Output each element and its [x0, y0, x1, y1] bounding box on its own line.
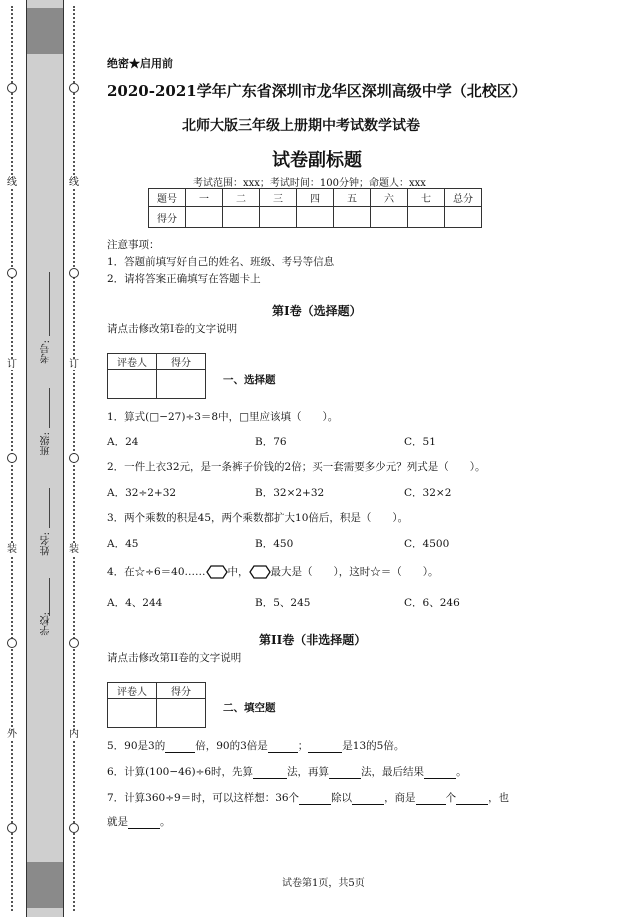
gutter-label: 订	[7, 359, 17, 370]
class-field-line[interactable]	[49, 388, 50, 428]
school-field-line[interactable]	[49, 578, 50, 616]
question-7-part: 除以	[331, 792, 353, 804]
question-7-part: ，商是	[384, 792, 416, 804]
answer-blank[interactable]	[416, 792, 446, 805]
gutter-shade-block	[27, 8, 63, 54]
answer-blank[interactable]	[165, 740, 195, 753]
option-a[interactable]: A．4、244	[107, 597, 163, 609]
option-a[interactable]: A．32÷2+32	[107, 487, 177, 499]
grader-cell[interactable]	[157, 370, 206, 399]
grader-cell[interactable]	[157, 699, 206, 728]
option-c[interactable]: C．51	[404, 436, 436, 448]
score-table-cell: 题号	[149, 189, 186, 207]
notes-heading: 注意事项：	[107, 239, 160, 251]
option-a[interactable]: A．24	[107, 436, 139, 448]
option-b[interactable]: B．450	[255, 538, 294, 550]
score-cell[interactable]	[186, 207, 223, 228]
option-c[interactable]: C．32×2	[404, 487, 452, 499]
question-6	[107, 764, 467, 779]
grader-label: 得分	[157, 683, 206, 699]
option-c[interactable]: C．6、246	[404, 597, 460, 609]
name-field-line[interactable]	[49, 488, 50, 528]
question-5-part: 是13的5倍。	[342, 740, 405, 752]
question-6-part: 法，再算	[287, 766, 330, 778]
exam-number-field-label: 考号:	[41, 340, 52, 364]
question-7-part: 个	[445, 792, 457, 804]
score-cell[interactable]	[260, 207, 297, 228]
binding-hole-icon	[7, 638, 17, 648]
score-cell[interactable]	[334, 207, 371, 228]
score-cell[interactable]	[408, 207, 445, 228]
answer-blank[interactable]	[456, 792, 488, 805]
gutter-label: 内	[69, 729, 79, 740]
question-5	[107, 738, 404, 753]
answer-blank[interactable]	[128, 816, 160, 829]
question-6-part: 法，最后结果	[361, 766, 425, 778]
score-table-cell: 四	[297, 189, 334, 207]
option-a[interactable]: A．45	[107, 538, 139, 550]
gutter-shade-block	[27, 862, 63, 908]
binding-hole-icon	[7, 453, 17, 463]
grader-table	[107, 353, 206, 399]
notes-item: 2．请将答案正确填写在答题卡上	[107, 273, 261, 285]
answer-blank[interactable]	[424, 766, 456, 779]
class-field-label: 班级:	[41, 432, 52, 456]
section-title: 二、填空题	[223, 702, 276, 714]
question-7-part: 就是	[107, 816, 128, 828]
grader-label: 评卷人	[108, 683, 157, 699]
answer-blank[interactable]	[268, 740, 298, 753]
binding-hole-icon	[7, 268, 17, 278]
gutter-label: 装	[69, 544, 79, 555]
page-footer: 试卷第1页，共5页	[282, 878, 365, 889]
score-table-cell: 总分	[445, 189, 482, 207]
binding-hole-icon	[69, 83, 79, 93]
question-6-part: 6．计算(100−46)÷6时，先算	[107, 766, 254, 778]
binding-gutter-inner	[62, 0, 86, 917]
option-b[interactable]: B．5、245	[255, 597, 311, 609]
question-7-part: 。	[160, 816, 171, 828]
binding-hole-icon	[69, 823, 79, 833]
part1-description: 请点击修改第I卷的文字说明	[107, 323, 238, 335]
question-4-part: 中，	[227, 566, 249, 578]
notes-item: 1．答题前填写好自己的姓名、班级、考号等信息	[107, 256, 335, 268]
school-field-label: 学校:	[41, 612, 52, 636]
part2-description: 请点击修改第II卷的文字说明	[107, 652, 242, 664]
name-field-label: 姓名:	[41, 532, 52, 556]
question-7-part: ，也	[488, 792, 510, 804]
question-4-part: 4．在☆÷6＝40……	[107, 566, 206, 578]
score-table-cell: 得分	[149, 207, 186, 228]
score-table-header-row	[149, 189, 482, 207]
score-table-cell: 三	[260, 189, 297, 207]
binding-gutter-band	[26, 0, 64, 917]
score-cell[interactable]	[371, 207, 408, 228]
exam-number-field-line[interactable]	[49, 272, 50, 336]
answer-blank[interactable]	[329, 766, 361, 779]
option-b[interactable]: B．76	[255, 436, 287, 448]
grader-label: 评卷人	[108, 354, 157, 370]
grader-cell[interactable]	[108, 699, 157, 728]
answer-blank[interactable]	[299, 792, 331, 805]
part1-title: 第I卷（选择题）	[272, 304, 362, 318]
gutter-label: 订	[69, 359, 79, 370]
answer-blank[interactable]	[308, 740, 342, 753]
question-7-part: 7．计算360÷9＝时，可以这样想：36个	[107, 792, 300, 804]
question-5-part: 倍，90的3倍是	[195, 740, 268, 752]
score-table-score-row	[149, 207, 482, 228]
score-table	[148, 188, 482, 228]
section-title: 一、选择题	[223, 374, 276, 386]
binding-hole-icon	[69, 268, 79, 278]
question-5-part: ；	[297, 740, 309, 752]
question-2: 2．一件上衣32元，是一条裤子价钱的2倍；买一套需要多少元？列式是（ ）。	[107, 461, 486, 473]
grader-table	[107, 682, 206, 728]
score-table-cell: 七	[408, 189, 445, 207]
exam-title-line1: 2020-2021学年广东省深圳市龙华区深圳高级中学（北校区）	[107, 82, 527, 100]
binding-hole-icon	[69, 453, 79, 463]
exam-info: 考试范围：xxx；考试时间：100分钟；命题人：xxx	[193, 178, 426, 189]
gutter-label: 线	[7, 177, 17, 188]
score-table-cell: 五	[334, 189, 371, 207]
question-4-part: 最大是（ ），这时☆＝（ ）。	[270, 566, 439, 578]
exam-title-line2: 北师大版三年级上册期中考试数学试卷	[182, 118, 420, 134]
question-6-part: 。	[456, 766, 467, 778]
score-cell[interactable]	[445, 207, 482, 228]
question-7-continued	[107, 814, 171, 829]
exam-subtitle: 试卷副标题	[272, 150, 362, 171]
hexagon-icon	[249, 565, 271, 579]
answer-blank[interactable]	[253, 766, 287, 779]
option-b[interactable]: B．32×2+32	[255, 487, 325, 499]
score-table-cell: 二	[223, 189, 260, 207]
score-cell[interactable]	[297, 207, 334, 228]
grader-cell[interactable]	[108, 370, 157, 399]
question-7	[107, 790, 509, 805]
score-table-cell: 六	[371, 189, 408, 207]
part2-title: 第II卷（非选择题）	[259, 633, 367, 647]
confidential-label: 绝密★启用前	[107, 57, 173, 70]
binding-hole-icon	[7, 83, 17, 93]
gutter-label: 外	[7, 729, 17, 740]
hexagon-icon	[206, 565, 228, 579]
gutter-label: 装	[7, 544, 17, 555]
answer-blank[interactable]	[352, 792, 384, 805]
binding-gutter-outer	[0, 0, 26, 917]
binding-hole-icon	[7, 823, 17, 833]
grader-label: 得分	[157, 354, 206, 370]
question-1: 1．算式(□−27)÷3＝8中，□里应该填（ ）。	[107, 411, 339, 423]
option-c[interactable]: C．4500	[404, 538, 450, 550]
question-3: 3．两个乘数的积是45，两个乘数都扩大10倍后，积是（ ）。	[107, 512, 409, 524]
binding-hole-icon	[69, 638, 79, 648]
question-4	[107, 564, 439, 579]
gutter-label: 线	[69, 177, 79, 188]
score-table-cell: 一	[186, 189, 223, 207]
score-cell[interactable]	[223, 207, 260, 228]
question-5-part: 5．90是3的	[107, 740, 166, 752]
